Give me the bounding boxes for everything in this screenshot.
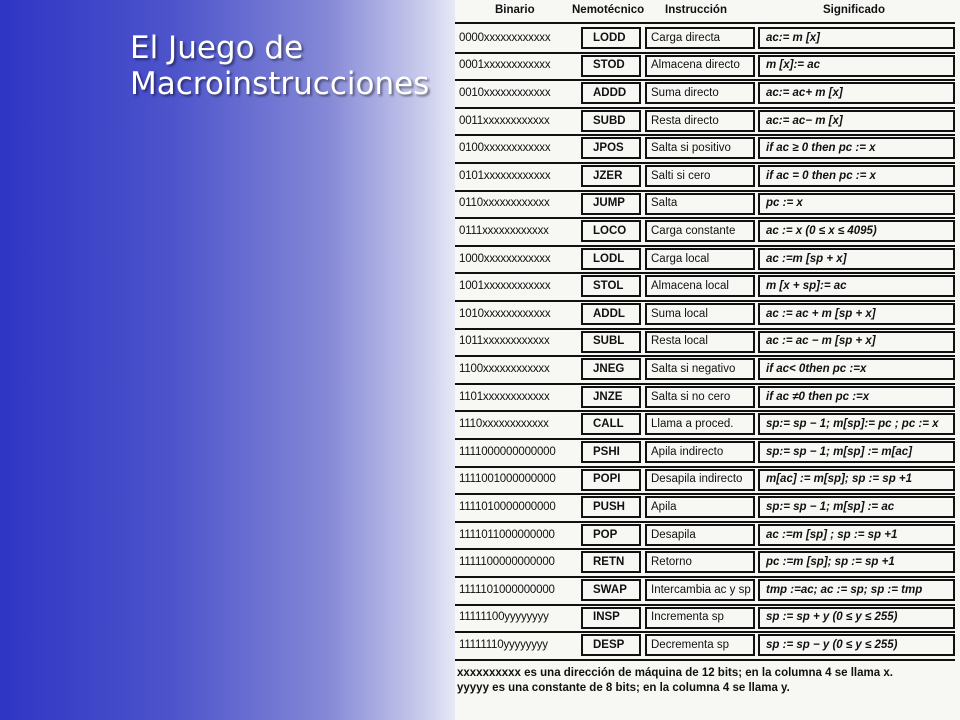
instruction-cell: Almacena local xyxy=(651,280,729,293)
mnemonic-cell: LODD xyxy=(593,31,626,44)
binary-code-cell: 1010xxxxxxxxxxxx xyxy=(459,307,551,320)
instruction-cell: Suma local xyxy=(651,307,708,320)
table-row xyxy=(455,162,955,192)
binary-code-cell: 1111010000000000 xyxy=(459,500,556,513)
meaning-cell: ac:= ac+ m [x] xyxy=(766,86,843,99)
table-row xyxy=(455,548,955,578)
mnemonic-cell: LOCO xyxy=(593,224,627,237)
binary-code-cell: 0101xxxxxxxxxxxx xyxy=(459,169,551,182)
table-row xyxy=(455,52,955,82)
table-row xyxy=(455,576,955,606)
instruction-table-scan xyxy=(455,0,960,720)
table-row xyxy=(455,493,955,523)
binary-code-cell: 0001xxxxxxxxxxxx xyxy=(459,59,551,72)
instruction-cell: Desapila xyxy=(651,528,696,541)
instruction-cell: Carga constante xyxy=(651,224,736,237)
instruction-cell: Carga directa xyxy=(651,31,721,44)
table-row xyxy=(455,79,955,109)
mnemonic-cell: JNZE xyxy=(593,390,623,403)
footnote-x: xxxxxxxxxx es una dirección de máquina de 12 bits; en la columna 4 se llama x. xyxy=(457,667,893,679)
instruction-cell: Desapila indirecto xyxy=(651,473,743,486)
mnemonic-cell: ADDL xyxy=(593,307,625,320)
meaning-cell: if ac ≠0 then pc :=x xyxy=(766,390,870,403)
meaning-cell: sp := sp + y (0 ≤ y ≤ 255) xyxy=(766,611,898,624)
instruction-cell: Salta si positivo xyxy=(651,142,731,155)
binary-code-cell: 1111100000000000 xyxy=(459,556,555,569)
footnote-y: yyyyy es una constante de 8 bits; en la columna 4 se llama y. xyxy=(457,682,790,694)
instruction-cell: Salti si cero xyxy=(651,169,711,182)
meaning-cell: sp:= sp − 1; m[sp] := m[ac] xyxy=(766,445,913,458)
binary-code-cell: 1000xxxxxxxxxxxx xyxy=(459,252,551,265)
instruction-cell: Carga local xyxy=(651,252,710,265)
meaning-cell: ac:= m [x] xyxy=(766,31,821,44)
meaning-cell: pc := x xyxy=(766,197,803,210)
table-row xyxy=(455,245,955,275)
binary-code-cell: 1111000000000000 xyxy=(459,445,556,458)
binary-code-cell: 1001xxxxxxxxxxxx xyxy=(459,280,551,293)
binary-code-cell: 11111110yyyyyyyy xyxy=(459,638,548,651)
meaning-cell: sp:= sp − 1; m[sp] := ac xyxy=(766,500,895,513)
binary-code-cell: 0011xxxxxxxxxxxx xyxy=(459,114,550,127)
meaning-cell: m [x]:= ac xyxy=(766,59,821,72)
mnemonic-cell: SUBD xyxy=(593,114,626,127)
table-row xyxy=(455,328,955,358)
instruction-cell: Suma directo xyxy=(651,86,719,99)
table-row xyxy=(455,383,955,413)
meaning-cell: m [x + sp]:= ac xyxy=(766,280,847,293)
binary-code-cell: 1110xxxxxxxxxxxx xyxy=(459,418,549,431)
mnemonic-cell: INSP xyxy=(593,611,620,624)
instruction-cell: Resta local xyxy=(651,335,708,348)
meaning-cell: sp:= sp − 1; m[sp]:= pc ; pc := x xyxy=(766,418,939,431)
header-binario: Binario xyxy=(495,4,535,16)
meaning-cell: if ac ≥ 0 then pc := x xyxy=(766,142,876,155)
meaning-cell: ac := ac + m [sp + x] xyxy=(766,307,876,320)
instruction-cell: Intercambia ac y sp xyxy=(651,583,751,596)
mnemonic-cell: POP xyxy=(593,528,618,541)
meaning-cell: ac := ac − m [sp + x] xyxy=(766,335,876,348)
mnemonic-cell: ADDD xyxy=(593,86,627,99)
header-nemotecnico: Nemotécnico xyxy=(572,4,645,16)
meaning-cell: sp := sp − y (0 ≤ y ≤ 255) xyxy=(766,638,898,651)
meaning-cell: ac:= ac− m [x] xyxy=(766,114,843,127)
slide-title-line1: El Juego de xyxy=(130,30,304,66)
table-row xyxy=(455,272,955,302)
mnemonic-cell: PSHI xyxy=(593,445,620,458)
binary-code-cell: 1101xxxxxxxxxxxx xyxy=(459,390,550,403)
table-row xyxy=(455,521,955,551)
meaning-cell: ac := x (0 ≤ x ≤ 4095) xyxy=(766,224,877,237)
table-row xyxy=(455,24,955,54)
instruction-cell: Salta si negativo xyxy=(651,362,736,375)
meaning-cell: pc :=m [sp]; sp := sp +1 xyxy=(766,556,895,569)
instruction-cell: Incrementa sp xyxy=(651,611,724,624)
slide-title-line2: Macroinstrucciones xyxy=(130,66,430,102)
table-row xyxy=(455,438,955,468)
meaning-cell: ac :=m [sp + x] xyxy=(766,252,847,265)
mnemonic-cell: SWAP xyxy=(593,583,627,596)
instruction-cell: Apila indirecto xyxy=(651,445,724,458)
binary-code-cell: 1111011000000000 xyxy=(459,528,555,541)
mnemonic-cell: DESP xyxy=(593,638,625,651)
instruction-cell: Almacena directo xyxy=(651,59,740,72)
binary-code-cell: 1111001000000000 xyxy=(459,473,556,486)
binary-code-cell: 1111101000000000 xyxy=(459,583,555,596)
instruction-cell: Salta xyxy=(651,197,678,210)
slide-title xyxy=(130,30,450,102)
mnemonic-cell: SUBL xyxy=(593,335,625,348)
meaning-cell: if ac = 0 then pc := x xyxy=(766,169,876,182)
header-instruccion: Instrucción xyxy=(665,4,727,16)
table-row xyxy=(455,410,955,440)
mnemonic-cell: POPI xyxy=(593,473,621,486)
mnemonic-cell: PUSH xyxy=(593,500,625,513)
mnemonic-cell: JNEG xyxy=(593,362,625,375)
binary-code-cell: 0110xxxxxxxxxxxx xyxy=(459,197,550,210)
table-row xyxy=(455,604,955,634)
mnemonic-cell: STOL xyxy=(593,280,624,293)
instruction-cell: Salta si no cero xyxy=(651,390,731,403)
binary-code-cell: 11111100yyyyyyyy xyxy=(459,611,549,624)
binary-code-cell: 0111xxxxxxxxxxxx xyxy=(459,224,549,237)
table-row xyxy=(455,355,955,385)
mnemonic-cell: RETN xyxy=(593,556,625,569)
meaning-cell: ac :=m [sp] ; sp := sp +1 xyxy=(766,528,898,541)
binary-code-cell: 0100xxxxxxxxxxxx xyxy=(459,142,551,155)
mnemonic-cell: STOD xyxy=(593,59,625,72)
instruction-cell: Decrementa sp xyxy=(651,638,729,651)
mnemonic-cell: LODL xyxy=(593,252,625,265)
table-row xyxy=(455,631,955,661)
instruction-cell: Retorno xyxy=(651,556,692,569)
table-row xyxy=(455,217,955,247)
binary-code-cell: 0000xxxxxxxxxxxx xyxy=(459,31,551,44)
table-row xyxy=(455,190,955,220)
meaning-cell: tmp :=ac; ac := sp; sp := tmp xyxy=(766,583,923,596)
binary-code-cell: 0010xxxxxxxxxxxx xyxy=(459,86,551,99)
binary-code-cell: 1011xxxxxxxxxxxx xyxy=(459,335,550,348)
mnemonic-cell: CALL xyxy=(593,418,624,431)
table-row xyxy=(455,466,955,496)
header-significado: Significado xyxy=(823,4,885,16)
mnemonic-cell: JPOS xyxy=(593,142,624,155)
table-row xyxy=(455,300,955,330)
mnemonic-cell: JZER xyxy=(593,169,623,182)
instruction-cell: Apila xyxy=(651,500,677,513)
instruction-table xyxy=(455,22,955,660)
table-row xyxy=(455,134,955,164)
instruction-cell: Llama a proced. xyxy=(651,418,734,431)
meaning-cell: if ac< 0then pc :=x xyxy=(766,362,867,375)
meaning-cell: m[ac] := m[sp]; sp := sp +1 xyxy=(766,473,913,486)
instruction-cell: Resta directo xyxy=(651,114,719,127)
table-row xyxy=(455,107,955,137)
mnemonic-cell: JUMP xyxy=(593,197,625,210)
binary-code-cell: 1100xxxxxxxxxxxx xyxy=(459,362,550,375)
